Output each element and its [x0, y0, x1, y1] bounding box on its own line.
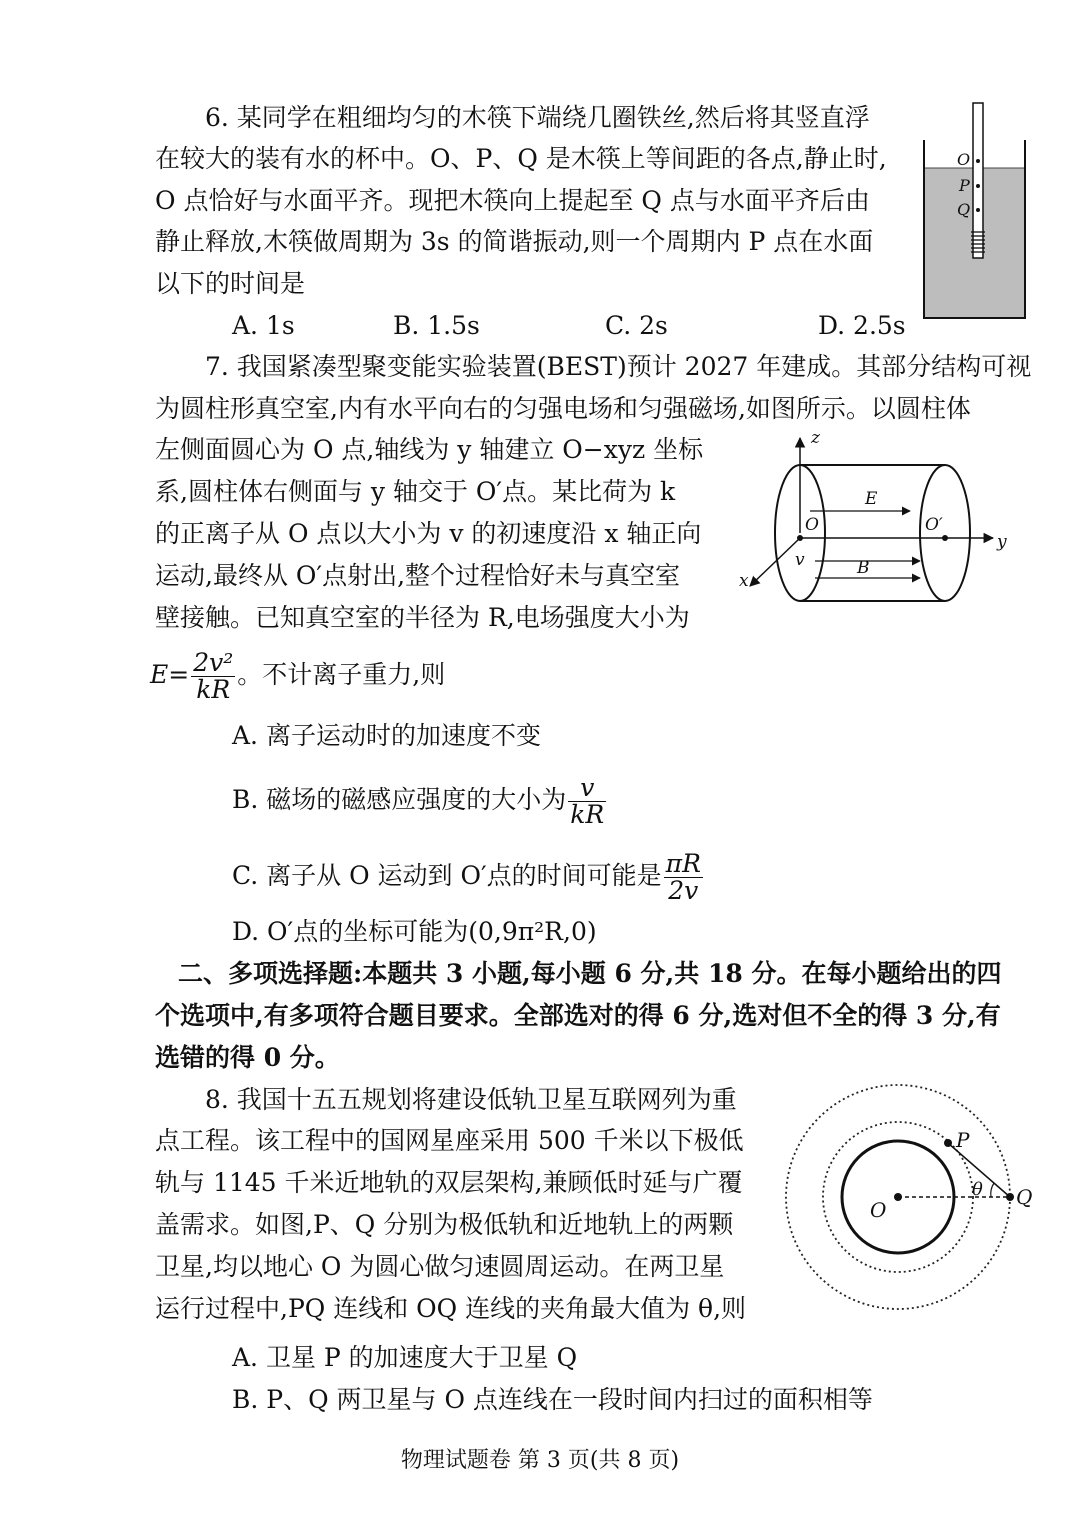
q8-center-o — [894, 1193, 902, 1201]
q8-option-b: B. P、Q 两卫星与 O 点连线在一段时间内扫过的面积相等 — [232, 1385, 873, 1414]
q8-option-a: A. 卫星 P 的加速度大于卫星 Q — [232, 1343, 578, 1372]
q7-option-c — [232, 846, 705, 906]
q7-e-denominator: kR — [196, 675, 231, 704]
q7-label-z: z — [811, 428, 820, 448]
q8-satellite-q — [1006, 1193, 1014, 1201]
q7-option-b-numerator: v — [568, 775, 606, 802]
section2-line-1: 二、多项选择题:本题共 3 小题,每小题 6 分,共 18 分。在每小题给出的四 — [178, 959, 1002, 988]
q6-option-b: B. 1.5s — [393, 311, 480, 340]
q7-e-tail: 。不计离子重力,则 — [237, 660, 446, 689]
q7-label-x: x — [739, 571, 749, 591]
q7-label-v: v — [795, 550, 805, 570]
q8-line-4: 盖需求。如图,P、Q 分别为极低轨和近地轨上的两颗 — [155, 1210, 734, 1239]
q8-label-q: Q — [1016, 1185, 1033, 1209]
q7-option-b-fraction — [568, 772, 606, 829]
q7-point-o-prime — [942, 535, 948, 541]
q6-point-q — [976, 208, 980, 212]
q6-label-o: O — [957, 150, 971, 169]
q7-option-d: D. O′点的坐标可能为(0,9π²R,0) — [232, 917, 597, 946]
q7-line-4: 系,圆柱体右侧面与 y 轴交于 O′点。某比荷为 k — [155, 477, 676, 506]
q7-line-5: 的正离子从 O 点以大小为 v 的初速度沿 x 轴正向 — [155, 519, 702, 548]
q7-line-1: 7. 我国紧凑型聚变能实验装置(BEST)预计 2027 年建成。其部分结构可视 — [205, 352, 1032, 381]
q6-point-o — [976, 159, 980, 163]
q7-label-b: B — [857, 558, 870, 578]
q7-option-a: A. 离子运动时的加速度不变 — [232, 721, 541, 750]
q8-line-1: 8. 我国十五五规划将建设低轨卫星互联网列为重 — [205, 1085, 737, 1114]
q7-option-c-numerator: πR — [665, 848, 701, 878]
q7-label-y: y — [997, 532, 1007, 552]
q8-satellite-p — [944, 1139, 952, 1147]
q6-chopstick — [973, 103, 983, 258]
q7-line-6: 运动,最终从 O′点射出,整个过程恰好未与真空室 — [155, 561, 681, 590]
q8-orbit-figure — [780, 1077, 1045, 1342]
q8-line-5: 卫星,均以地心 O 为圆心做匀速圆周运动。在两卫星 — [155, 1252, 725, 1281]
q8-label-theta: θ — [972, 1179, 983, 1200]
q6-option-d: D. 2.5s — [818, 311, 906, 340]
q7-label-o: O — [805, 515, 819, 535]
q8-line-6: 运行过程中,PQ 连线和 OQ 连线的夹角最大值为 θ,则 — [155, 1294, 747, 1323]
q8-line-2: 点工程。该工程中的国网星座采用 500 千米以下极低 — [155, 1126, 744, 1155]
q8-line-3: 轨与 1145 千米近地轨的双层架构,兼顾低时延与广覆 — [155, 1168, 743, 1197]
q7-option-b — [232, 770, 608, 830]
q6-option-a: A. 1s — [232, 311, 295, 340]
q7-e-lhs: E= — [150, 660, 190, 689]
q6-line-4: 静止释放,木筷做周期为 3s 的简谐振动,则一个周期内 P 点在水面 — [155, 227, 874, 256]
q7-option-b-text: B. 磁场的磁感应强度的大小为 — [232, 785, 567, 814]
q6-cup-figure — [915, 98, 1035, 324]
q7-option-c-denominator: 2v — [668, 876, 699, 905]
q6-label-p: P — [959, 176, 970, 195]
q7-field-formula — [150, 643, 445, 707]
page-footer: 物理试题卷 第 3 页(共 8 页) — [400, 1448, 680, 1473]
q7-cylinder-figure — [735, 428, 1040, 610]
q7-e-fraction — [191, 647, 235, 704]
q6-option-c: C. 2s — [605, 311, 668, 340]
q6-line-5: 以下的时间是 — [155, 269, 306, 298]
q8-angle-arc — [991, 1183, 994, 1197]
q7-line-7: 壁接触。已知真空室的半径为 R,电场强度大小为 — [155, 603, 690, 632]
q7-point-o — [797, 535, 803, 541]
q6-line-1: 6. 某同学在粗细均匀的木筷下端绕几圈铁丝,然后将其竖直浮 — [205, 103, 870, 132]
q6-label-q: Q — [957, 200, 971, 219]
q6-point-p — [976, 184, 980, 188]
section2-line-2: 个选项中,有多项符合题目要求。全部选对的得 6 分,选对但不全的得 3 分,有 — [155, 1001, 1001, 1030]
q6-line-2: 在较大的装有水的杯中。O、P、Q 是木筷上等间距的各点,静止时, — [155, 144, 887, 173]
q7-e-numerator: 2v² — [193, 647, 234, 677]
q8-label-o: O — [870, 1198, 887, 1222]
q7-line-2: 为圆柱形真空室,内有水平向右的匀强电场和匀强磁场,如图所示。以圆柱体 — [155, 394, 971, 423]
q7-label-o-prime: O′ — [925, 515, 943, 535]
q7-option-b-denominator: kR — [570, 800, 605, 829]
q8-label-p: P — [956, 1128, 970, 1152]
q6-line-3: O 点恰好与水面平齐。现把木筷向上提起至 Q 点与水面平齐后由 — [155, 186, 870, 215]
q7-option-c-fraction — [664, 848, 703, 905]
q7-line-3: 左侧面圆心为 O 点,轴线为 y 轴建立 O−xyz 坐标 — [155, 435, 704, 464]
section2-line-3: 选错的得 0 分。 — [155, 1043, 340, 1072]
q7-option-c-text: C. 离子从 O 运动到 O′点的时间可能是 — [232, 861, 662, 890]
q7-label-e: E — [865, 489, 878, 509]
